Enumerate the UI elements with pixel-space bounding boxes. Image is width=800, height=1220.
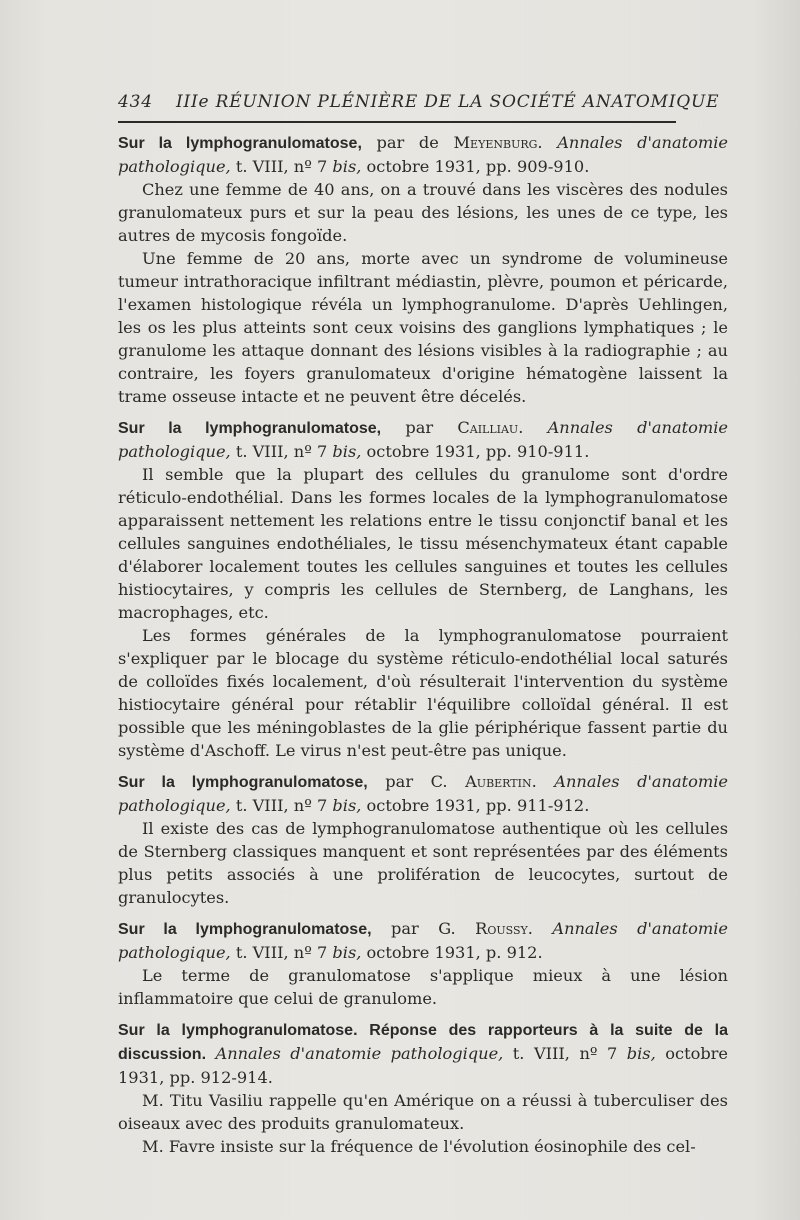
abstract-entry	[118, 917, 728, 1010]
entry-bis: bis,	[332, 796, 362, 815]
entry-journal: Annales d'anatomie pathologique,	[118, 772, 728, 815]
entry-paragraph: Il semble que la plupart des cellules du granulome sont d'ordre réticulo-endothélial. Dans les formes locales de la lymphogranulomatose apparaissent nettement les relations entre le tissu conjonctif banal et les cellules sanguines endothéliales, le tissu mésenchymateux étant capable d'élaborer localement toutes les cellules sanguines et toutes les cellules histiocytaires, y compris les cellules de Sternberg, de Langhans, les macrophages, etc.	[118, 465, 728, 622]
entry-paragraph: Une femme de 20 ans, morte avec un syndrome de volumineuse tumeur intrathoracique infiltrant médiastin, plèvre, poumon et péricarde, l'examen histologique révéla un lymphogranulome. D'après Uehlingen, les os les plus atteints sont ceux voisins des ganglions lymphatiques ; le granulome les attaque donnant des lésions visibles à la radiographie ; au contraire, les foyers granulomateux d'origine hématogène laissent la trame osseuse intacte et ne peuvent être décelés.	[118, 249, 728, 406]
entry-paragraph: M. Favre insiste sur la fréquence de l'évolution éosinophile des cel-	[142, 1137, 696, 1156]
entry-heading	[118, 1018, 728, 1089]
entry-ref-date: octobre 1931, pp. 909-910.	[361, 157, 590, 176]
entry-bis: bis,	[332, 157, 362, 176]
abstract-entry	[118, 770, 728, 909]
entry-by: par C.	[367, 772, 466, 791]
entry-journal: Annales d'anatomie pathologique,	[206, 1044, 504, 1063]
header-rule	[118, 121, 676, 123]
entry-ref: t. VIII, nº 7	[230, 157, 333, 176]
entry-ref: t. VIII, nº 7	[503, 1044, 627, 1063]
entry-paragraph: Il existe des cas de lymphogranulomatose authentique où les cellules de Sternberg classiques manquent et sont représentées par des éléments plus petits associés à une prolifération de leucocytes, surtout de granulocytes.	[118, 819, 728, 907]
entry-journal: Annales d'anatomie pathologique,	[118, 133, 728, 176]
entry-heading	[118, 770, 728, 817]
entry-ref-date: octobre 1931, pp. 911-912.	[361, 796, 590, 815]
entry-ref: t. VIII, nº 7	[230, 796, 333, 815]
abstract-entry	[118, 416, 728, 762]
entry-paragraph: M. Titu Vasiliu rappelle qu'en Amérique on a réussi à tuberculiser des oiseaux avec des produits granulomateux.	[118, 1091, 728, 1133]
entry-ref-date: octobre 1931, p. 912.	[361, 943, 543, 962]
page-number: 434	[118, 92, 153, 112]
entry-ref: t. VIII, nº 7	[230, 943, 333, 962]
entry-ref-date: octobre 1931, pp. 912-914.	[118, 1044, 728, 1087]
entry-paragraph: Le terme de granulomatose s'applique mieux à une lésion inflammatoire que celui de granulome.	[118, 966, 728, 1008]
entry-bis: bis,	[626, 1044, 656, 1063]
entry-heading	[118, 131, 728, 178]
entry-title: Sur la lymphogranulomatose,	[118, 774, 368, 791]
entry-title: Sur la lymphogranulomatose,	[118, 135, 362, 152]
entry-author: Meyenburg.	[453, 133, 543, 152]
entry-journal: Annales d'anatomie pathologique,	[118, 418, 728, 461]
entry-paragraph: Les formes générales de la lymphogranulomatose pourraient s'expliquer par le blocage du système réticulo-endothélial local saturés de colloïdes fixés localement, d'où résulterait l'intervention du système histiocytaire général pour rétablir l'équilibre colloïdal général. Il est possible que les méningoblastes de la glie périphérique fassent partie du système d'Aschoff. Le virus n'est peut-être pas unique.	[118, 626, 728, 760]
entry-title: Sur la lymphogranulomatose,	[118, 921, 372, 938]
entry-bis: bis,	[332, 442, 362, 461]
entry-paragraph: Chez une femme de 40 ans, on a trouvé dans les viscères des nodules granulomateux purs et sur la peau des lésions, les unes de ce type, les autres de mycosis fongoïde.	[118, 180, 728, 245]
running-header	[118, 92, 720, 116]
page-body	[118, 131, 728, 1166]
entry-author: Aubertin.	[465, 772, 537, 791]
entry-title: Sur la lymphogranulomatose. Réponse des rapporteurs à la suite de la discussion.	[118, 1022, 728, 1063]
entry-journal: Annales d'anatomie pathologique,	[118, 919, 728, 962]
entry-by: par de	[361, 133, 454, 152]
abstract-entry	[118, 131, 728, 408]
entry-by: par G.	[371, 919, 476, 938]
abstract-entry	[118, 1018, 728, 1158]
entry-author: Cailliau.	[457, 418, 524, 437]
entry-author: Roussy.	[475, 919, 533, 938]
entry-ref: t. VIII, nº 7	[230, 442, 333, 461]
entry-heading	[118, 917, 728, 964]
entry-bis: bis,	[332, 943, 362, 962]
entry-heading	[118, 416, 728, 463]
entry-by: par	[381, 418, 458, 437]
running-title: IIIe RÉUNION PLÉNIÈRE DE LA SOCIÉTÉ ANATOMIQUE	[176, 92, 720, 112]
entry-ref-date: octobre 1931, pp. 910-911.	[361, 442, 590, 461]
entry-title: Sur la lymphogranulomatose,	[118, 420, 382, 437]
